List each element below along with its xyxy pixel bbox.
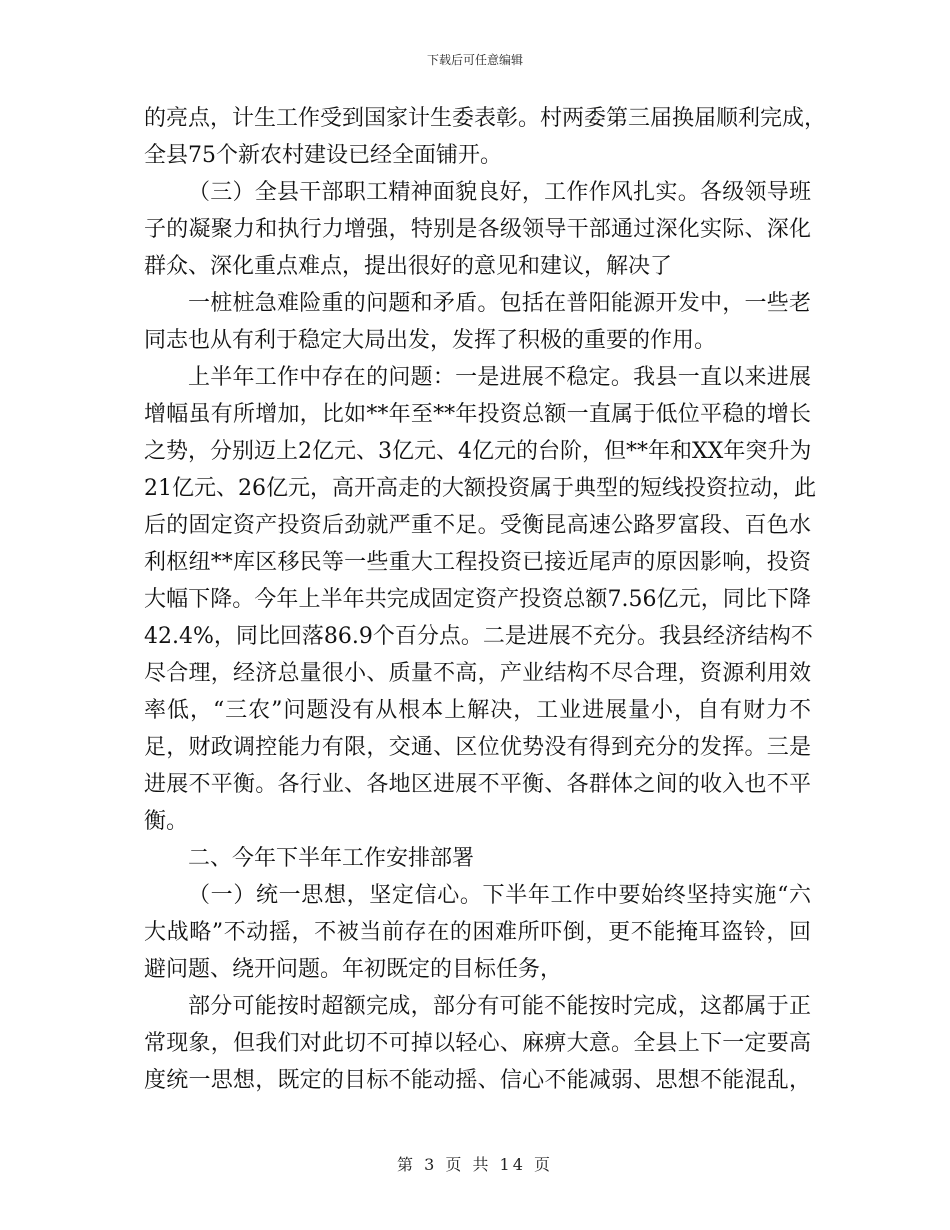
text-line: 同志也从有利于稳定大局出发，发挥了积极的重要的作用。	[144, 328, 717, 353]
text-line: 衡。	[144, 809, 189, 834]
text-line: 上半年工作中存在的问题：一是进展不稳定。我县一直以来进展	[188, 365, 811, 390]
page-header: 下载后可任意编辑	[426, 53, 523, 67]
text-line: 利枢纽**库区移民等一些重大工程投资已接近尾声的原因影响，投资	[144, 550, 811, 575]
text-line: 度统一思想，既定的目标不能动摇、信心不能减弱、思想不能混乱，	[144, 1068, 811, 1093]
text-line: 大战略”不动摇，不被当前存在的困难所吓倒，更不能掩耳盗铃，回	[144, 920, 811, 945]
text-line: 全县75个新农村建设已经全面铺开。	[144, 143, 502, 168]
text-line: 尽合理，经济总量很小、质量不高，产业结构不尽合理，资源利用效	[144, 661, 811, 686]
text-line: 之势，分别迈上2亿元、3亿元、4亿元的台阶，但**年和XX年突升为	[144, 439, 812, 464]
text-line: 一桩桩急难险重的问题和矛盾。包括在普阳能源开发中，一些老	[188, 291, 811, 316]
text-line: 42.4%，同比回落86.9个百分点。二是进展不充分。我县经济结构不	[144, 624, 813, 649]
text-line: 大幅下降。今年上半年共完成固定资产投资总额7.56亿元，同比下降	[144, 587, 811, 612]
text-line: （三）全县干部职工精神面貌良好，工作作风扎实。各级领导班	[188, 180, 811, 205]
text-line: 足，财政调控能力有限，交通、区位优势没有得到充分的发挥。三是	[144, 735, 811, 760]
document-body	[144, 104, 827, 1103]
text-line: 子的凝聚力和执行力增强，特别是各级领导干部通过深化实际、深化	[144, 217, 811, 242]
text-line: （一）统一思想，坚定信心。下半年工作中要始终坚持实施“六	[188, 883, 811, 908]
text-line: 避问题、绕开问题。年初既定的目标任务，	[144, 957, 563, 982]
text-line: 部分可能按时超额完成，部分有可能不能按时完成，这都属于正	[188, 994, 811, 1019]
section-heading: 二、今年下半年工作安排部署	[188, 846, 475, 871]
text-line: 后的固定资产投资后劲就严重不足。受衡昆高速公路罗富段、百色水	[144, 513, 811, 538]
page-number: 第 3 页 共 14 页	[397, 1155, 553, 1174]
text-line: 常现象，但我们对此切不可掉以轻心、麻痹大意。全县上下一定要高	[144, 1031, 811, 1056]
text-line: 进展不平衡。各行业、各地区进展不平衡、各群体之间的收入也不平	[144, 772, 811, 797]
text-line: 的亮点，计生工作受到国家计生委表彰。村两委第三届换届顺利完成，	[144, 106, 827, 131]
text-line: 率低，“三农”问题没有从根本上解决，工业进展量小，自有财力不	[144, 698, 811, 723]
text-line: 21亿元、26亿元，高开高走的大额投资属于典型的短线投资拉动，此	[144, 476, 816, 501]
text-line: 增幅虽有所增加，比如**年至**年投资总额一直属于低位平稳的增长	[144, 402, 811, 427]
text-line: 群众、深化重点难点，提出很好的意见和建议，解决了	[144, 254, 673, 279]
